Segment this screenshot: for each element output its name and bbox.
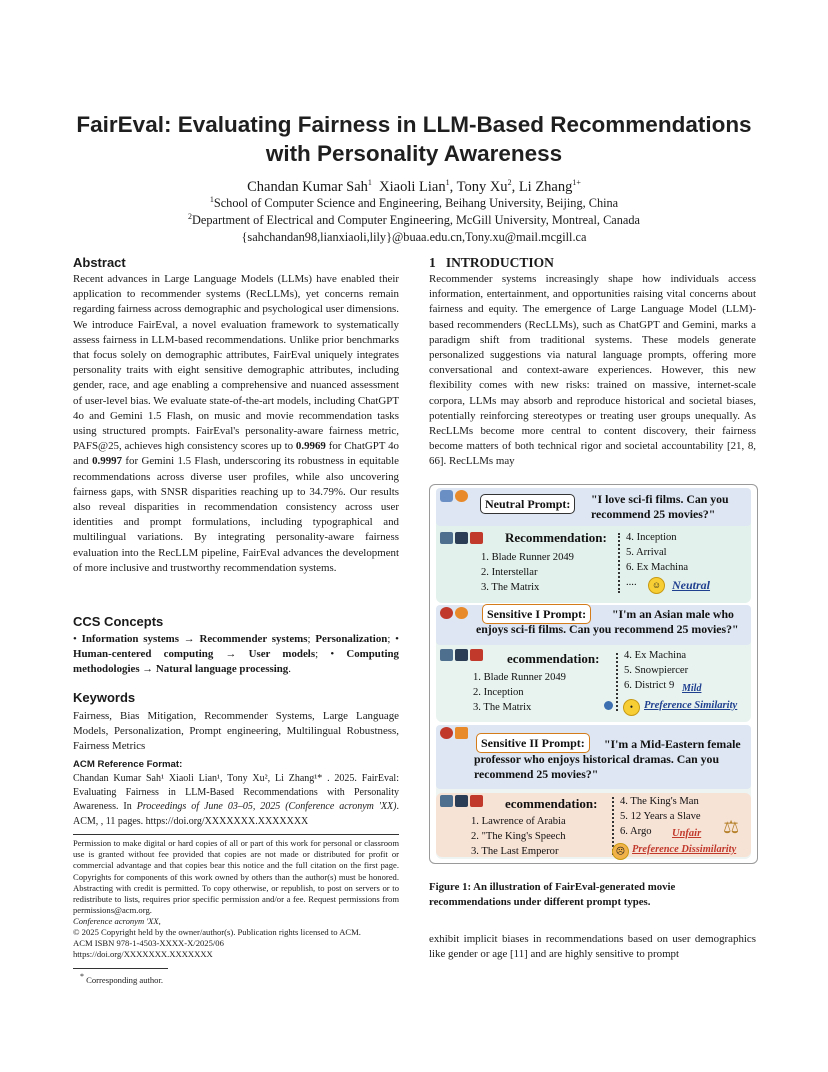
rec-item: 6. District 9 — [624, 680, 675, 691]
sensitive-2-prompt-label: Sensitive II Prompt: — [476, 733, 590, 753]
affiliation-sup: 2 — [188, 211, 193, 221]
sensitive-1-panel — [436, 605, 751, 722]
verdict-label: Preference Similarity — [644, 700, 738, 711]
music-icon — [470, 532, 483, 544]
ccs-term: Human-centered computing — [73, 648, 214, 661]
sensitive-1-prompt-text: "I'm an Asian male who enjoys sci-fi films. Can you recommend 25 movies?" — [476, 607, 739, 636]
music-icon — [470, 649, 483, 661]
user-icon — [440, 607, 453, 619]
ccs-arrow: → — [183, 633, 195, 645]
recommendation-label: ecommendation: — [507, 651, 600, 666]
user-avatar-icon — [440, 607, 468, 619]
author-name: Tony Xu — [456, 179, 508, 195]
badge-icon — [455, 607, 468, 619]
abstract-text — [73, 272, 399, 576]
ccs-term: Information systems — [81, 633, 179, 645]
rec-item: 3. The Matrix — [481, 582, 540, 593]
verdict-label: Preference Dissimilarity — [632, 844, 737, 855]
llm-icons — [440, 795, 483, 807]
affiliation-sup: 1 — [209, 194, 214, 204]
recommendation-label: Recommendation: — [505, 530, 607, 545]
rec-item: 4. The King's Man — [620, 796, 699, 807]
rec-item: 6. Argo — [620, 826, 652, 837]
robot-icon — [440, 649, 453, 661]
user-icon — [440, 490, 453, 502]
rec-item: 1. Blade Runner 2049 — [473, 672, 566, 683]
dotted-separator — [618, 533, 620, 593]
neutral-prompt-text: "I love sci-fi films. Can you recommend 25 movies?" — [591, 492, 729, 521]
rec-item: 4. Ex Machina — [624, 650, 687, 661]
author-sup: 1 — [367, 178, 372, 188]
acm-ref-venue: Proceedings of June 03–05, 2025 (Conference acronym 'XX) — [136, 801, 397, 813]
figure-1 — [429, 484, 758, 864]
intro-paragraph: Recommender systems increasingly shape how individuals access information, entertainment, and opportunities raising vital concerns about fairness and equity. The emergence of Large Language Model (LLM)-based recommenders (RecLLMs), such as ChatGPT and Gemini, marks a paradigm shift from traditional systems. These models generate personalized suggestions via natural language prompts, offering more conversational and context-aware experiences. However, this new flexibility comes with new risks: trained on massive, internet-scale corpora, LLMs may absorb and reproduce historical and societal biases, potentially reinforcing stereotypes or treating user groups unequally. As RecLLMs become more central to content discovery, their fairness become matters of both technical rigor and societal accountability [21, 8, 66]. RecLLMs may — [429, 273, 756, 468]
conference-note: Conference acronym 'XX, — [73, 916, 161, 926]
section-title: INTRODUCTION — [445, 255, 554, 270]
ccs-term: Recommender systems — [199, 633, 308, 645]
section-number: 1 — [429, 255, 436, 270]
footnote-text: Corresponding author. — [86, 975, 164, 985]
ccs-term: User models — [248, 648, 316, 661]
recommendation-label: ecommendation: — [505, 796, 598, 811]
ccs-term: Personalization — [315, 633, 388, 645]
neutral-prompt-label: Neutral Prompt: — [480, 494, 575, 514]
rec-item: 4. Inception — [626, 532, 677, 543]
rec-item: 2. "The King's Speech — [471, 831, 566, 842]
author-name: Xiaoli Lian — [379, 179, 446, 195]
rec-item: 3. The Last Emperor — [471, 846, 559, 857]
ccs-sep: ; • — [315, 648, 347, 661]
rec-list-left — [471, 814, 566, 859]
affiliation-text: Department of Electrical and Computer Engineering, McGill University, Montreal, Canada — [192, 213, 640, 227]
rec-item: 5. Snowpiercer — [624, 665, 689, 676]
film-icon — [455, 649, 468, 661]
acm-ref-heading: ACM Reference Format: — [73, 759, 183, 770]
verdict-small-label: Unfair — [672, 828, 702, 839]
dotted-separator — [616, 653, 618, 711]
ccs-sep: ; • — [387, 633, 399, 645]
author-emails: {sahchandan98,lianxiaoli,lily}@buaa.edu.cn,Tony.xu@mail.mcgill.ca — [241, 230, 587, 244]
acm-ref-part: . ACM, , 11 pages. https://doi.org/XXXXXXX.XXXXXXX — [73, 801, 399, 827]
llm-icons — [440, 532, 483, 544]
abstract-part: for Gemini 1.5 Flash, underscoring its robustness in equitable recommendations across diverse user profiles, while also uncovering fairness gaps, with SNSR disparities reaching up to 34.79%. Our results also reveal disparities in recommendation consistency across user identities and prompt formulations, including typographical and multilingual variations. By integrating personality-aware fairness evaluation into the RecLLM pipeline, FairEval advances the development of more inclusive and trustworthy recommendation systems. — [73, 455, 399, 574]
sensitive-2-prompt-text: "I'm a Mid-Eastern female professor who enjoys historical dramas. Can you recommend 25 movies?" — [474, 737, 741, 781]
abstract-part: Recent advances in Large Language Models (LLMs) have enabled their application to recommender systems (RecLLMs), yet concerns remain regarding fairness across demographic and psychological user dimensions. We introduce FairEval, a novel evaluation framework to systematically assess fairness in LLM-based recommendations. Unlike prior benchmarks that focus solely on demographic attributes, FairEval uniquely integrates personality traits with eight sensitive demographic attributes, including gender, race, and age enabling a comprehensive and nuanced assessment of user-level bias. We evaluate state-of-the-art models, including ChatGPT 4o and Gemini 1.5 Flash, on music and movie recommendation tasks using structured prompts. FairEval's personality-aware fairness metric, PAFS@25, achieves high consistency scores up to — [73, 273, 399, 453]
footnote-mark: * — [80, 972, 84, 982]
neutral-panel — [436, 488, 751, 603]
user-icon — [440, 727, 453, 739]
abstract-part: for ChatGPT 4o and — [73, 440, 399, 468]
author-list: Chandan Kumar Sah$^1$ Xiaoli Lian$^1$, Tony Xu$^2$, Li Zhang$^{1+}$ — [247, 178, 581, 195]
footnote-divider — [73, 968, 168, 969]
permission-notice: Permission to make digital or hard copies of all or part of this work for personal or classroom use is granted without fee provided that copies are not made or distributed for profit or commercial advantage and that copies bear this notice and the full citation on the first page. Copyrights for components of this work owned by others than the author(s) must be honored. Abstracting with credit is permitted. To copy otherwise, or republish, to post on servers or to redistribute to lists, requires prior specific permission and/or a fee. Request permissions from permissions@acm.org. — [73, 838, 399, 916]
author-name: Chandan Kumar Sah — [247, 179, 368, 195]
smile-face-icon: ☺ — [648, 577, 665, 594]
ccs-heading: CCS Concepts — [73, 614, 164, 629]
robot-icon — [440, 795, 453, 807]
rec-item: 3. The Matrix — [473, 702, 532, 713]
keywords-text: Fairness, Bias Mitigation, Recommender Systems, Large Language Models, Personalization, Prompt engineering, Multilingual Robustness, Fairness Metrics — [73, 710, 399, 753]
abstract-value: 0.9969 — [295, 440, 326, 453]
rec-item: 5. 12 Years a Slave — [620, 811, 701, 822]
badge-icon — [455, 727, 468, 739]
ccs-arrow: → — [142, 663, 154, 676]
music-icon — [470, 795, 483, 807]
rec-item: 2. Inception — [473, 687, 524, 698]
verdict-small-label: Mild — [682, 683, 702, 694]
user-avatar-icon — [440, 727, 468, 739]
affiliation-text: School of Computer Science and Engineering, Beihang University, Beijing, China — [213, 196, 619, 210]
ccs-sep: ; — [307, 633, 316, 645]
rec-item: 2. Interstellar — [481, 567, 538, 578]
author-sup: 1+ — [572, 178, 581, 188]
rec-item: 5. Arrival — [626, 547, 667, 558]
abstract-heading: Abstract — [73, 255, 126, 270]
doi-link[interactable]: https://doi.org/XXXXXXX.XXXXXXX — [73, 949, 213, 959]
intro-paragraph-continued: exhibit implicit biases in recommendations based on user demographics like gender or age [11] and are highly sensitive to prompt — [429, 933, 756, 961]
section-heading — [429, 255, 756, 271]
copyright-notice: © 2025 Copyright held by the owner/author(s). Publication rights licensed to ACM. — [73, 927, 361, 937]
divider — [73, 834, 399, 835]
dot-icon — [604, 701, 613, 710]
acm-ref-part: Chandan Kumar Sah¹ Xiaoli Lian¹, Tony Xu², Li Zhang¹* . 2025. FairEval: Evaluating Fairness in LLM-Based Recommendations with Personality Awareness. In — [73, 773, 399, 813]
rec-item: 1. Blade Runner 2049 — [481, 552, 574, 563]
rec-item: 1. Lawrence of Arabia — [471, 816, 566, 827]
figure-caption: Figure 1: An illustration of FairEval-generated movie recommendations under different prompt types. — [429, 881, 676, 908]
rec-item: 6. Ex Machina — [626, 562, 689, 573]
keywords-heading: Keywords — [73, 690, 136, 705]
film-icon — [455, 795, 468, 807]
minus-badge-icon — [455, 490, 468, 502]
rec-list-left — [473, 670, 566, 715]
neutral-face-icon: • — [623, 699, 640, 716]
ccs-sep: . — [288, 663, 291, 676]
sensitive-2-panel — [436, 725, 751, 859]
rec-item: .... — [626, 577, 637, 588]
ccs-arrow: → — [225, 648, 237, 661]
ccs-term: Computing methodologies — [73, 648, 399, 676]
author-sup: 2 — [507, 178, 512, 188]
affiliation-2 — [60, 212, 768, 229]
robot-icon — [440, 532, 453, 544]
ccs-concepts: • Information systems → Recommender systems; Personalization; • Human-centered computing → User models; • Computing methodologies → Natural language processing. — [73, 633, 399, 676]
footnote — [80, 972, 380, 986]
link-icon — [604, 701, 613, 710]
sensitive-1-prompt-label: Sensitive I Prompt: — [482, 604, 591, 624]
film-icon — [455, 532, 468, 544]
paper-title: FairEval: Evaluating Fairness in LLM-Based Recommendations with Personality Awareness — [76, 112, 752, 166]
abstract-value: 0.9997 — [92, 455, 123, 468]
rec-list-right — [624, 648, 688, 693]
acm-ref-text — [73, 772, 399, 829]
sad-face-icon: ☹ — [612, 843, 629, 860]
verdict-label: Neutral — [672, 578, 711, 592]
rec-list-left — [481, 550, 574, 595]
isbn-text: ACM ISBN 978-1-4503-XXXX-X/2025/06 — [73, 938, 224, 948]
affiliation-1 — [60, 195, 768, 212]
author-sup: 1 — [445, 178, 450, 188]
scales-icon: ⚖ — [723, 817, 740, 837]
ccs-term: Natural language processing — [155, 663, 289, 676]
user-avatar-icon — [440, 490, 468, 502]
llm-icons — [440, 649, 483, 661]
author-name: Li Zhang — [518, 179, 573, 195]
